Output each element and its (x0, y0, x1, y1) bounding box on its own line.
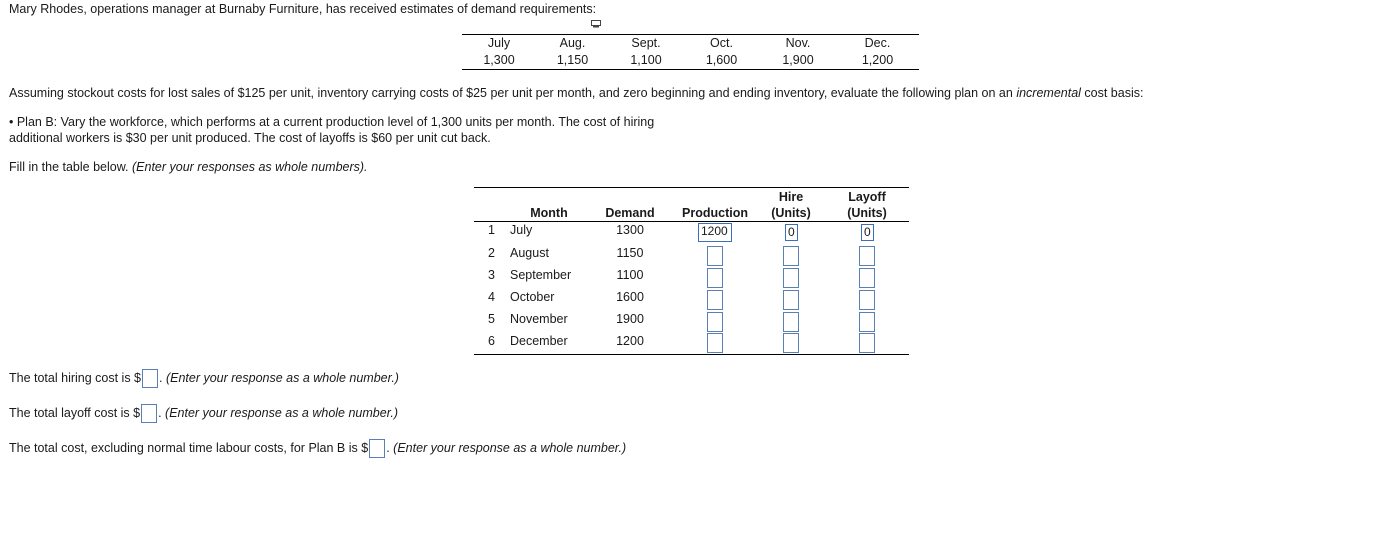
demand-table (462, 34, 919, 70)
demand-value: 1,150 (556, 53, 589, 67)
demand-month: Oct. (710, 36, 733, 50)
total-cost-note: (Enter your response as a whole number.) (393, 440, 627, 455)
demand-values-row (462, 52, 919, 69)
production-input[interactable]: 1200 (698, 223, 732, 242)
instruction-text (9, 160, 368, 174)
plan-line-2: additional workers is $30 per unit produced. The cost of layoffs is $60 per unit cut back. (9, 131, 491, 145)
demand-month: Aug. (559, 36, 586, 50)
total-layoff-note: (Enter your response as a whole number.) (165, 405, 399, 420)
assumption-emph: incremental (1016, 86, 1081, 100)
total-cost-line (9, 439, 626, 458)
row-number: 3 (488, 268, 495, 282)
row-demand: 1600 (616, 290, 644, 304)
table-row (474, 310, 909, 332)
row-number: 2 (488, 246, 495, 260)
row-number: 5 (488, 312, 495, 326)
total-cost-input[interactable] (369, 439, 385, 458)
plan-line-1: • Plan B: Vary the workforce, which performs at a current production level of 1,300 units per month. The cost of hiring (9, 115, 655, 129)
row-demand: 1100 (616, 268, 644, 282)
total-cost-label: The total cost, excluding normal time labour costs, for Plan B is $ (9, 440, 369, 455)
layoff-input[interactable] (859, 312, 875, 332)
hire-input[interactable] (783, 312, 799, 332)
row-demand: 1900 (616, 312, 644, 326)
row-demand: 1200 (616, 334, 644, 348)
layoff-input[interactable]: 0 (861, 224, 874, 241)
layoff-input[interactable] (859, 246, 875, 266)
row-demand: 1150 (616, 246, 644, 260)
total-hiring-post: . (159, 370, 166, 385)
assumption-post: cost basis: (1080, 86, 1144, 100)
demand-value: 1,200 (861, 53, 894, 67)
row-number: 4 (488, 290, 495, 304)
header-layoff-units: (Units) (847, 206, 887, 220)
row-number: 1 (488, 223, 495, 237)
fill-table-header (474, 188, 909, 222)
row-month: August (510, 246, 549, 260)
hire-input[interactable] (783, 290, 799, 310)
row-month: October (510, 290, 555, 304)
row-month: December (510, 334, 568, 348)
header-demand: Demand (605, 206, 655, 220)
production-input[interactable] (707, 290, 723, 310)
row-month: July (510, 223, 533, 237)
intro-text: Mary Rhodes, operations manager at Burnaby Furniture, has received estimates of demand requirements: (9, 2, 597, 16)
demand-month: Nov. (785, 36, 811, 50)
hire-input[interactable] (783, 333, 799, 353)
hire-input[interactable] (783, 246, 799, 266)
table-row (474, 222, 909, 244)
total-hiring-line (9, 369, 399, 388)
demand-months-row (462, 35, 919, 52)
total-hiring-input[interactable] (142, 369, 158, 388)
total-layoff-post: . (158, 405, 166, 420)
header-month: Month (530, 206, 568, 220)
total-layoff-input[interactable] (141, 404, 157, 423)
total-layoff-line (9, 404, 398, 423)
instruction-emph: (Enter your responses as whole numbers). (132, 160, 368, 174)
layoff-input[interactable] (859, 268, 875, 288)
hire-input[interactable] (783, 268, 799, 288)
header-hire: Hire (778, 190, 804, 204)
table-row (474, 244, 909, 266)
demand-value: 1,100 (630, 53, 662, 67)
row-demand: 1300 (616, 223, 644, 237)
table-row (474, 332, 909, 354)
demand-value: 1,600 (705, 53, 738, 67)
demand-month: Dec. (864, 36, 891, 50)
header-layoff: Layoff (848, 190, 886, 204)
demand-month: July (487, 36, 511, 50)
production-input[interactable] (707, 246, 723, 266)
copy-icon[interactable] (591, 20, 601, 28)
demand-value: 1,300 (483, 53, 515, 67)
demand-value: 1,900 (782, 53, 814, 67)
total-cost-post: . (386, 440, 394, 455)
hire-input[interactable]: 0 (785, 224, 798, 241)
total-hiring-note: (Enter your response as a whole number.) (165, 370, 399, 385)
assumption-pre: Assuming stockout costs for lost sales of $125 per unit, inventory carrying costs of $25 per unit per month, and zero beginning and ending inventory, evaluate the following plan on an (9, 86, 1017, 100)
total-hiring-label: The total hiring cost is $ (9, 370, 142, 385)
production-input[interactable] (707, 268, 723, 288)
table-row (474, 266, 909, 288)
row-month: September (510, 268, 572, 282)
demand-month: Sept. (631, 36, 661, 50)
fill-table (474, 187, 909, 355)
instruction-pre: Fill in the table below. (9, 160, 132, 174)
production-input[interactable] (707, 333, 723, 353)
total-layoff-label: The total layoff cost is $ (9, 405, 141, 420)
layoff-input[interactable] (859, 333, 875, 353)
row-number: 6 (488, 334, 495, 348)
header-production: Production (682, 206, 748, 220)
table-row (474, 288, 909, 310)
assumption-text (9, 86, 1143, 100)
header-hire-units: (Units) (771, 206, 811, 220)
row-month: November (510, 312, 568, 326)
layoff-input[interactable] (859, 290, 875, 310)
production-input[interactable] (707, 312, 723, 332)
